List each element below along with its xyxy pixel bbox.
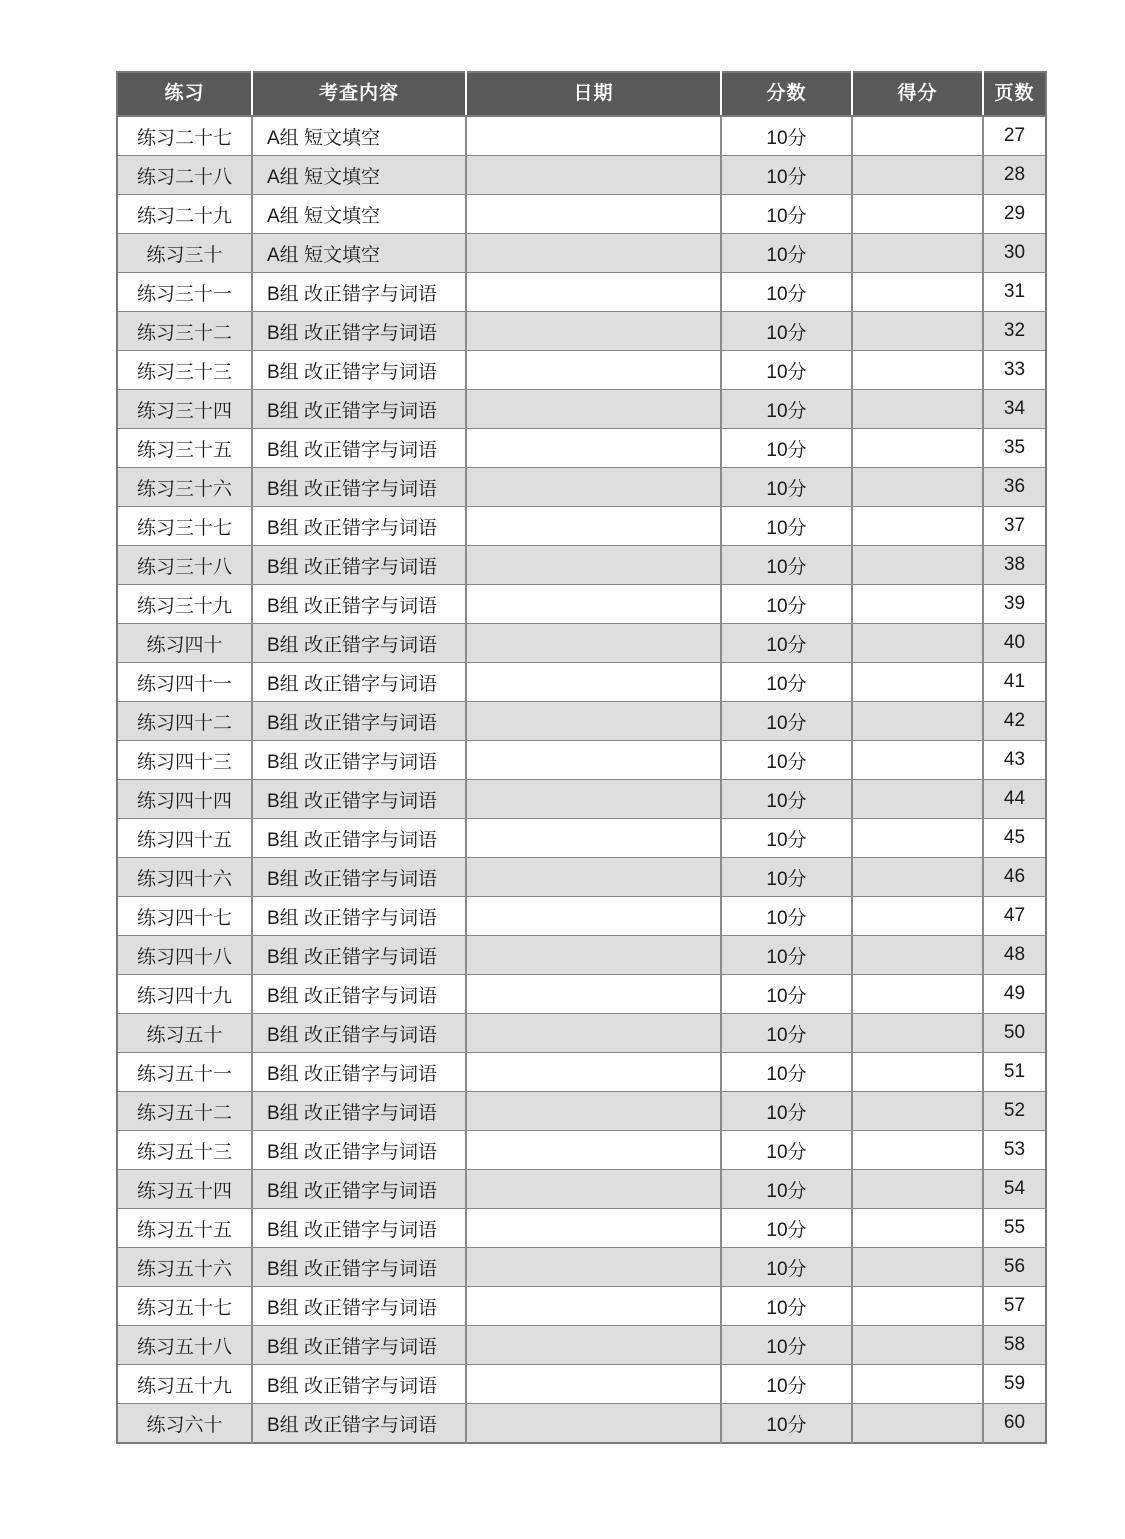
table-row: [117, 195, 1046, 234]
cell-score: 10分: [721, 1092, 852, 1131]
cell-earned[interactable]: [852, 390, 983, 429]
cell-score: 10分: [721, 741, 852, 780]
cell-practice: 练习二十八: [117, 156, 252, 195]
cell-score: 10分: [721, 780, 852, 819]
cell-content: B组 改正错字与词语: [252, 663, 466, 702]
cell-date[interactable]: [466, 351, 721, 390]
cell-content: B组 改正错字与词语: [252, 351, 466, 390]
cell-pagenum: 47: [983, 897, 1046, 936]
table-row: [117, 273, 1046, 312]
cell-content: B组 改正错字与词语: [252, 468, 466, 507]
cell-earned[interactable]: [852, 468, 983, 507]
table-row: [117, 1404, 1046, 1444]
cell-date[interactable]: [466, 1365, 721, 1404]
cell-pagenum: 56: [983, 1248, 1046, 1287]
cell-earned[interactable]: [852, 624, 983, 663]
cell-date[interactable]: [466, 390, 721, 429]
cell-score: 10分: [721, 663, 852, 702]
cell-practice: 练习五十九: [117, 1365, 252, 1404]
cell-pagenum: 30: [983, 234, 1046, 273]
table-body: [117, 116, 1046, 1443]
cell-score: 10分: [721, 468, 852, 507]
cell-date[interactable]: [466, 195, 721, 234]
cell-score: 10分: [721, 585, 852, 624]
table-row: [117, 741, 1046, 780]
cell-practice: 练习四十八: [117, 936, 252, 975]
cell-content: B组 改正错字与词语: [252, 1014, 466, 1053]
cell-score: 10分: [721, 546, 852, 585]
cell-date[interactable]: [466, 819, 721, 858]
table-row: [117, 234, 1046, 273]
cell-date[interactable]: [466, 546, 721, 585]
worksheet-table-container: [116, 71, 1045, 1444]
table-header-row: [117, 72, 1046, 116]
cell-date[interactable]: [466, 156, 721, 195]
cell-score: 10分: [721, 1170, 852, 1209]
cell-pagenum: 46: [983, 858, 1046, 897]
cell-date[interactable]: [466, 234, 721, 273]
cell-content: B组 改正错字与词语: [252, 1404, 466, 1444]
cell-content: B组 改正错字与词语: [252, 702, 466, 741]
cell-content: B组 改正错字与词语: [252, 897, 466, 936]
cell-practice: 练习二十七: [117, 116, 252, 156]
cell-date[interactable]: [466, 624, 721, 663]
cell-content: B组 改正错字与词语: [252, 1131, 466, 1170]
column-header-earned: 得分: [852, 72, 983, 116]
cell-pagenum: 27: [983, 116, 1046, 156]
table-row: [117, 156, 1046, 195]
table-header: [117, 72, 1046, 116]
cell-practice: 练习三十二: [117, 312, 252, 351]
cell-pagenum: 59: [983, 1365, 1046, 1404]
cell-pagenum: 45: [983, 819, 1046, 858]
cell-content: A组 短文填空: [252, 156, 466, 195]
cell-date[interactable]: [466, 1287, 721, 1326]
cell-practice: 练习三十四: [117, 390, 252, 429]
cell-pagenum: 34: [983, 390, 1046, 429]
cell-practice: 练习四十四: [117, 780, 252, 819]
cell-score: 10分: [721, 273, 852, 312]
cell-practice: 练习四十九: [117, 975, 252, 1014]
table-row: [117, 624, 1046, 663]
cell-earned[interactable]: [852, 507, 983, 546]
cell-practice: 练习三十七: [117, 507, 252, 546]
cell-content: B组 改正错字与词语: [252, 1092, 466, 1131]
cell-score: 10分: [721, 351, 852, 390]
cell-practice: 练习三十六: [117, 468, 252, 507]
cell-score: 10分: [721, 936, 852, 975]
cell-content: B组 改正错字与词语: [252, 1209, 466, 1248]
cell-earned[interactable]: [852, 702, 983, 741]
cell-score: 10分: [721, 312, 852, 351]
column-header-pagenum: 页数: [983, 72, 1046, 116]
cell-content: B组 改正错字与词语: [252, 1170, 466, 1209]
column-header-practice: 练习: [117, 72, 252, 116]
cell-pagenum: 53: [983, 1131, 1046, 1170]
cell-earned[interactable]: [852, 429, 983, 468]
cell-pagenum: 29: [983, 195, 1046, 234]
cell-content: B组 改正错字与词语: [252, 390, 466, 429]
cell-pagenum: 31: [983, 273, 1046, 312]
table-row: [117, 858, 1046, 897]
table-row: [117, 507, 1046, 546]
cell-pagenum: 42: [983, 702, 1046, 741]
cell-date[interactable]: [466, 858, 721, 897]
table-row: [117, 663, 1046, 702]
cell-pagenum: 52: [983, 1092, 1046, 1131]
cell-earned[interactable]: [852, 1131, 983, 1170]
cell-score: 10分: [721, 897, 852, 936]
cell-practice: 练习三十三: [117, 351, 252, 390]
cell-pagenum: 49: [983, 975, 1046, 1014]
cell-pagenum: 36: [983, 468, 1046, 507]
cell-practice: 练习五十八: [117, 1326, 252, 1365]
table-row: [117, 1092, 1046, 1131]
cell-date[interactable]: [466, 936, 721, 975]
cell-practice: 练习二十九: [117, 195, 252, 234]
cell-practice: 练习四十六: [117, 858, 252, 897]
table-row: [117, 819, 1046, 858]
cell-pagenum: 50: [983, 1014, 1046, 1053]
cell-practice: 练习五十三: [117, 1131, 252, 1170]
cell-pagenum: 43: [983, 741, 1046, 780]
cell-practice: 练习三十一: [117, 273, 252, 312]
cell-date[interactable]: [466, 1170, 721, 1209]
cell-earned[interactable]: [852, 116, 983, 156]
cell-date[interactable]: [466, 1248, 721, 1287]
cell-date[interactable]: [466, 1053, 721, 1092]
cell-content: B组 改正错字与词语: [252, 936, 466, 975]
cell-practice: 练习五十四: [117, 1170, 252, 1209]
cell-earned[interactable]: [852, 663, 983, 702]
table-row: [117, 936, 1046, 975]
cell-earned[interactable]: [852, 585, 983, 624]
cell-content: B组 改正错字与词语: [252, 585, 466, 624]
table-row: [117, 468, 1046, 507]
cell-practice: 练习五十六: [117, 1248, 252, 1287]
cell-practice: 练习五十二: [117, 1092, 252, 1131]
cell-earned[interactable]: [852, 1170, 983, 1209]
cell-earned[interactable]: [852, 936, 983, 975]
cell-earned[interactable]: [852, 195, 983, 234]
cell-pagenum: 55: [983, 1209, 1046, 1248]
cell-practice: 练习四十一: [117, 663, 252, 702]
cell-pagenum: 33: [983, 351, 1046, 390]
cell-date[interactable]: [466, 702, 721, 741]
table-row: [117, 312, 1046, 351]
cell-pagenum: 28: [983, 156, 1046, 195]
cell-date[interactable]: [466, 585, 721, 624]
cell-practice: 练习四十七: [117, 897, 252, 936]
table-row: [117, 975, 1046, 1014]
cell-earned[interactable]: [852, 1287, 983, 1326]
cell-practice: 练习三十九: [117, 585, 252, 624]
cell-pagenum: 54: [983, 1170, 1046, 1209]
table-row: [117, 1209, 1046, 1248]
cell-score: 10分: [721, 702, 852, 741]
cell-practice: 练习三十五: [117, 429, 252, 468]
table-row: [117, 546, 1046, 585]
cell-earned[interactable]: [852, 312, 983, 351]
cell-pagenum: 32: [983, 312, 1046, 351]
cell-pagenum: 37: [983, 507, 1046, 546]
cell-score: 10分: [721, 1248, 852, 1287]
cell-content: B组 改正错字与词语: [252, 1326, 466, 1365]
cell-date[interactable]: [466, 1092, 721, 1131]
cell-content: B组 改正错字与词语: [252, 1365, 466, 1404]
cell-practice: 练习四十三: [117, 741, 252, 780]
cell-earned[interactable]: [852, 741, 983, 780]
cell-score: 10分: [721, 624, 852, 663]
table-row: [117, 1287, 1046, 1326]
cell-content: A组 短文填空: [252, 116, 466, 156]
cell-earned[interactable]: [852, 234, 983, 273]
cell-earned[interactable]: [852, 1326, 983, 1365]
cell-pagenum: 40: [983, 624, 1046, 663]
cell-score: 10分: [721, 156, 852, 195]
table-row: [117, 390, 1046, 429]
cell-date[interactable]: [466, 741, 721, 780]
table-row: [117, 780, 1046, 819]
cell-earned[interactable]: [852, 858, 983, 897]
cell-earned[interactable]: [852, 351, 983, 390]
cell-content: B组 改正错字与词语: [252, 858, 466, 897]
cell-score: 10分: [721, 390, 852, 429]
cell-date[interactable]: [466, 507, 721, 546]
cell-earned[interactable]: [852, 546, 983, 585]
cell-score: 10分: [721, 429, 852, 468]
cell-score: 10分: [721, 1404, 852, 1444]
cell-pagenum: 35: [983, 429, 1046, 468]
cell-score: 10分: [721, 1014, 852, 1053]
cell-content: B组 改正错字与词语: [252, 312, 466, 351]
cell-date[interactable]: [466, 429, 721, 468]
cell-practice: 练习五十: [117, 1014, 252, 1053]
cell-content: B组 改正错字与词语: [252, 1053, 466, 1092]
cell-content: B组 改正错字与词语: [252, 1248, 466, 1287]
table-row: [117, 702, 1046, 741]
cell-date[interactable]: [466, 273, 721, 312]
cell-score: 10分: [721, 116, 852, 156]
cell-score: 10分: [721, 1209, 852, 1248]
cell-score: 10分: [721, 234, 852, 273]
cell-practice: 练习五十五: [117, 1209, 252, 1248]
cell-date[interactable]: [466, 312, 721, 351]
cell-score: 10分: [721, 1131, 852, 1170]
cell-date[interactable]: [466, 1326, 721, 1365]
table-row: [117, 116, 1046, 156]
cell-date[interactable]: [466, 116, 721, 156]
cell-practice: 练习四十二: [117, 702, 252, 741]
cell-earned[interactable]: [852, 1209, 983, 1248]
cell-earned[interactable]: [852, 1014, 983, 1053]
cell-date[interactable]: [466, 897, 721, 936]
cell-practice: 练习四十五: [117, 819, 252, 858]
cell-pagenum: 57: [983, 1287, 1046, 1326]
cell-earned[interactable]: [852, 897, 983, 936]
cell-practice: 练习三十: [117, 234, 252, 273]
table-row: [117, 351, 1046, 390]
table-row: [117, 429, 1046, 468]
cell-pagenum: 44: [983, 780, 1046, 819]
cell-earned[interactable]: [852, 1053, 983, 1092]
cell-practice: 练习五十一: [117, 1053, 252, 1092]
cell-score: 10分: [721, 819, 852, 858]
cell-score: 10分: [721, 975, 852, 1014]
cell-earned[interactable]: [852, 156, 983, 195]
cell-score: 10分: [721, 507, 852, 546]
cell-date[interactable]: [466, 1209, 721, 1248]
cell-content: B组 改正错字与词语: [252, 780, 466, 819]
cell-content: B组 改正错字与词语: [252, 273, 466, 312]
cell-pagenum: 60: [983, 1404, 1046, 1444]
cell-earned[interactable]: [852, 1248, 983, 1287]
cell-content: B组 改正错字与词语: [252, 429, 466, 468]
table-row: [117, 1326, 1046, 1365]
table-row: [117, 1014, 1046, 1053]
cell-content: A组 短文填空: [252, 195, 466, 234]
cell-pagenum: 51: [983, 1053, 1046, 1092]
cell-score: 10分: [721, 1326, 852, 1365]
cell-date[interactable]: [466, 975, 721, 1014]
worksheet-progress-table: [116, 71, 1047, 1444]
cell-earned[interactable]: [852, 819, 983, 858]
cell-date[interactable]: [466, 780, 721, 819]
cell-score: 10分: [721, 1365, 852, 1404]
table-row: [117, 897, 1046, 936]
cell-date[interactable]: [466, 468, 721, 507]
table-row: [117, 1131, 1046, 1170]
column-header-score: 分数: [721, 72, 852, 116]
table-row: [117, 1053, 1046, 1092]
table-row: [117, 1365, 1046, 1404]
cell-content: A组 短文填空: [252, 234, 466, 273]
cell-earned[interactable]: [852, 273, 983, 312]
cell-score: 10分: [721, 1053, 852, 1092]
cell-pagenum: 48: [983, 936, 1046, 975]
cell-content: B组 改正错字与词语: [252, 624, 466, 663]
column-header-content: 考查内容: [252, 72, 466, 116]
table-row: [117, 1248, 1046, 1287]
cell-score: 10分: [721, 858, 852, 897]
cell-practice: 练习六十: [117, 1404, 252, 1444]
cell-earned[interactable]: [852, 1365, 983, 1404]
cell-content: B组 改正错字与词语: [252, 1287, 466, 1326]
cell-practice: 练习四十: [117, 624, 252, 663]
cell-pagenum: 39: [983, 585, 1046, 624]
cell-pagenum: 41: [983, 663, 1046, 702]
cell-score: 10分: [721, 195, 852, 234]
cell-score: 10分: [721, 1287, 852, 1326]
table-row: [117, 1170, 1046, 1209]
cell-earned[interactable]: [852, 780, 983, 819]
cell-practice: 练习三十八: [117, 546, 252, 585]
cell-date[interactable]: [466, 1131, 721, 1170]
cell-earned[interactable]: [852, 975, 983, 1014]
cell-pagenum: 58: [983, 1326, 1046, 1365]
cell-earned[interactable]: [852, 1404, 983, 1444]
cell-pagenum: 38: [983, 546, 1046, 585]
cell-content: B组 改正错字与词语: [252, 819, 466, 858]
cell-earned[interactable]: [852, 1092, 983, 1131]
cell-practice: 练习五十七: [117, 1287, 252, 1326]
cell-content: B组 改正错字与词语: [252, 975, 466, 1014]
column-header-date: 日期: [466, 72, 721, 116]
cell-content: B组 改正错字与词语: [252, 546, 466, 585]
cell-content: B组 改正错字与词语: [252, 507, 466, 546]
cell-date[interactable]: [466, 663, 721, 702]
cell-date[interactable]: [466, 1014, 721, 1053]
cell-date[interactable]: [466, 1404, 721, 1444]
table-row: [117, 585, 1046, 624]
cell-content: B组 改正错字与词语: [252, 741, 466, 780]
